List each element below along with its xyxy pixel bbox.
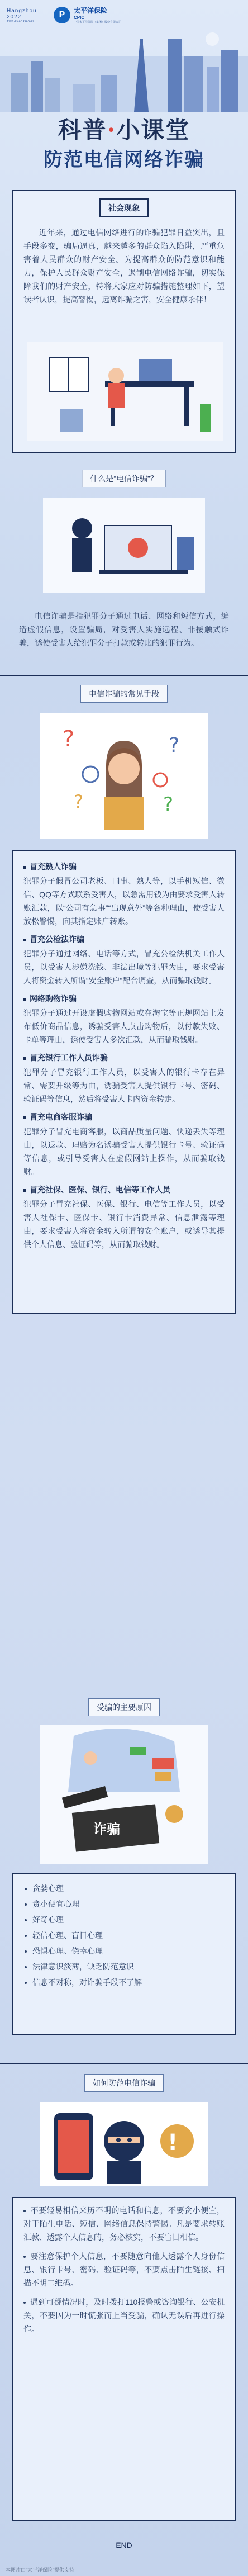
victim-reason-5: 恐惧心理、侥幸心理 — [25, 1943, 223, 1959]
prevent-tag: 如何防范电信诈骗 — [84, 2074, 164, 2092]
method-item-4 — [23, 1052, 225, 1106]
method-item-2 — [23, 934, 225, 987]
method-title-5: 冒充电商客服诈骗 — [30, 1112, 92, 1121]
victim-reason-1: 贪婪心理 — [25, 1881, 223, 1896]
method-item-1 — [23, 861, 225, 928]
social-tag: 社会现象 — [99, 198, 149, 217]
victim-reason-2: 贪小便宜心理 — [25, 1896, 223, 1912]
company-cn: 太平洋保险 — [74, 7, 108, 15]
methods-tag: 电信诈骗的常见手段 — [80, 685, 168, 703]
svg-text:?: ? — [74, 791, 83, 812]
method-text-2: 犯罪分子通过网络、电话等方式，冒充公检法机关工作人员，以受害人涉嫌洗钱、非法出境等犯罪为由，要求受害人将资金转入所谓“安全账户”配合调查，从而骗取钱财。 — [23, 949, 225, 985]
end-label: END — [116, 2541, 132, 2550]
kepu-dot: · — [107, 116, 117, 144]
logo-left-small: 19th Asian Games — [7, 20, 35, 23]
method-item-3 — [23, 993, 225, 1046]
method-item-6 — [23, 1184, 225, 1251]
victims-tag: 受骗的主要原因 — [88, 1698, 160, 1716]
prevent-item-1: 不要轻易相信来历不明的电话和信息，不要贪小便宜，对于陌生电话、短信、网络信息保持警惕。凡是要求转账汇款、透露个人信息的，务必核实，不要盲目相信。 — [23, 2206, 225, 2242]
woman-with-questions-illustration — [40, 713, 208, 839]
method-item-5 — [23, 1111, 225, 1178]
svg-text:?: ? — [163, 793, 174, 816]
company-sub: 中国太平洋保险（集团）股份有限公司 — [74, 21, 122, 24]
fraud-computer-illustration — [43, 498, 205, 593]
scam-label: 诈骗 — [93, 1821, 120, 1837]
kepu-title-2: 小课堂 — [116, 116, 190, 144]
logo-left-text: Hangzhou 2022 — [7, 8, 37, 20]
section-divider-2 — [0, 2063, 248, 2064]
victim-reason-6: 法律意识淡薄，缺乏防范意识 — [25, 1959, 223, 1974]
what-tag: 什么是“电信诈骗”？ — [82, 470, 166, 487]
what-text: 电信诈骗是指犯罪分子通过电话、网络和短信方式，编造虚假信息，设置骗局，对受害人实施远程、非接触式诈骗，诱使受害人给犯罪分子打款或转账的犯罪行为。 — [19, 612, 229, 647]
victim-reason-3: 好奇心理 — [25, 1912, 223, 1928]
kepu-title — [0, 112, 248, 145]
social-panel — [12, 190, 236, 453]
kepu-title-1: 科普 — [58, 116, 107, 144]
victim-reason-7: 信息不对称，对诈骗手段不了解 — [25, 1974, 223, 1990]
method-title-3: 网络购物诈骗 — [30, 994, 77, 1003]
city-skyline-illustration — [0, 22, 248, 112]
svg-text:?: ? — [169, 734, 180, 757]
method-title-4: 冒充银行工作人员诈骗 — [30, 1053, 108, 1062]
method-text-3: 犯罪分子通过开设虚假购物网站或在淘宝等正规网站上发布低价商品信息，诱骗受害人点击购物后，以付款失败、卡单等理由，诱使受害人多次汇款，从而骗取钱财。 — [23, 1008, 225, 1044]
method-text-5: 犯罪分子冒充电商客服，以商品质量问题、快递丢失等理由，以退款、理赔为名诱骗受害人提供银行卡号、验证码等信息，或引导受害人在虚假网站上操作，从而骗取钱财。 — [23, 1127, 225, 1176]
office-worker-illustration — [27, 342, 223, 441]
prevent-panel — [12, 2197, 236, 2521]
footer-text: 本图片由“太平洋保险”提供支持 — [6, 2567, 74, 2573]
phone-masked-thief-illustration — [40, 2102, 208, 2186]
svg-text:!: ! — [168, 2130, 178, 2156]
victim-reason-4: 轻信心理、盲目心理 — [25, 1928, 223, 1943]
company-en: CPIC — [74, 15, 85, 20]
method-text-1: 犯罪分子假冒公司老板、同事、熟人等，以手机短信、微信、QQ等方式联系受害人，以急需用钱为由要求受害人转账汇款，以“公司有急事”“出现意外”等各种理由，使受害人放松警惕，向其指定账户转账。 — [23, 877, 225, 926]
method-title-1: 冒充熟人诈骗 — [30, 862, 77, 871]
method-text-6: 犯罪分子冒充社保、医保、银行、电信等工作人员，以受害人社保卡、医保卡、银行卡消费异常、信息泄露等理由，要求受害人将资金转入所谓的安全账户，或诱导其提供个人信息、验证码等，从而骗取钱财。 — [23, 1200, 225, 1249]
section-divider-1 — [0, 675, 248, 676]
prevent-item-3: 遇到可疑情况时，及时拨打110报警或咨询银行、公安机关，不要因为一时慌张而上当受骗，确认无误后再进行操作。 — [23, 2298, 225, 2333]
cpic-mark-icon: P — [54, 7, 70, 23]
method-text-4: 犯罪分子冒充银行工作人员，以受害人的银行卡存在异常、需要升级等为由，诱骗受害人提供银行卡号、密码、验证码等信息，然后将受害人卡内资金转走。 — [23, 1068, 225, 1104]
svg-text:?: ? — [63, 726, 75, 752]
victims-panel — [12, 1873, 236, 2035]
hacker-scam-illustration — [40, 1725, 208, 1864]
header-banner — [0, 0, 248, 182]
prevent-item-2: 要注意保护个人信息，不要随意向他人透露个人身份信息、银行卡号、密码、验证码等，不要点击陌生链接、扫描不明二维码。 — [23, 2252, 225, 2288]
social-text: 近年来，通过电信网络进行的诈骗犯罪日益突出，且手段多变，骗局逼真，越来越多的群众陷入陷阱，严重危害着人民群众的财产安全。为提高群众的防范意识和能力，保护人民群众财产安全，遏制电信网络诈骗，切实保障我们的财产安全，特将大家应对防骗措施整理如下，望读者认识，提高警惕，远离诈骗之害，安全健康永伴！ — [23, 228, 225, 304]
cpic-logo — [54, 6, 121, 24]
method-title-6: 冒充社保、医保、银行、电信等工作人员 — [30, 1185, 170, 1194]
method-title-2: 冒充公检法诈骗 — [30, 935, 84, 944]
main-title: 防范电信网络诈骗 — [44, 149, 204, 171]
methods-panel — [12, 850, 236, 1314]
